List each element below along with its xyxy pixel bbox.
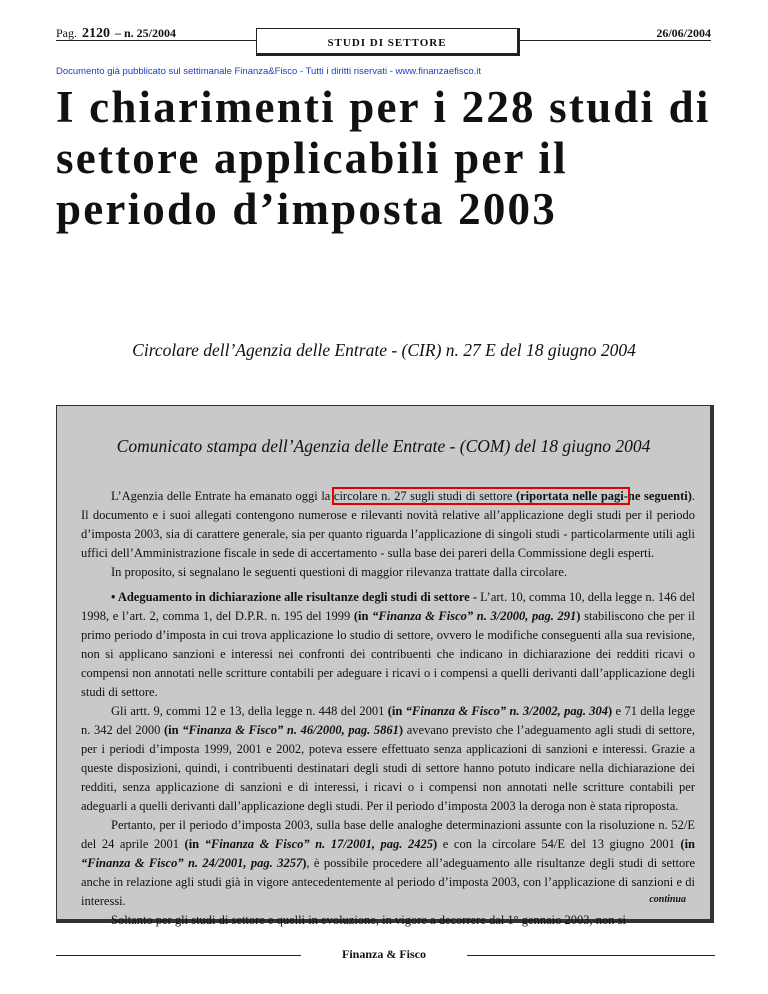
issue-date: 26/06/2004 <box>656 26 711 40</box>
footer-rule-left <box>56 955 301 956</box>
section-label: STUDI DI SETTORE <box>256 28 520 56</box>
paragraph-5: Pertanto, per il periodo d’imposta 2003, sulla base delle analoghe determinazioni assunte con la risoluzione n. 52/E del 24 aprile 2001 (in “Finanza & Fisco” n. 17/2001, pag. 2425) e con la circolare 54/E del 13 giugno 2001 (in “Finanza & Fisco” n. 24/2001, pag. 3257), è possibile procedere all’adeguamento alle risultanze degli studi di settore anche in relazione agli studi già in vigore antecedentemente al periodo d’imposta 2003, con l’applicazione di sanzioni e di interessi. <box>81 818 695 908</box>
copyright-notice: Documento già pubblicato sul settimanale Finanza&Fisco - Tutti i diritti riservati - www.finanzaefisco.it <box>56 66 482 77</box>
issue-number: – n. 25/2004 <box>115 26 177 40</box>
paragraph-3: • Adeguamento in dichiarazione alle risultanze degli studi di settore - L’art. 10, comma 10, della legge n. 146 del 1998, e l’art. 2, comma 1, del D.P.R. n. 195 del 1999 (in “Finanza & Fisco” n. 3/2000, pag. 291) stabiliscono che per il primo periodo d’imposta in cui trova applicazione lo studio di settore, ovvero le modifiche conseguenti alla sua revisione, non si applicano sanzioni e interessi nei confronti dei contribuenti che indicano in dichiarazione dei redditi ricavi o compensi non annotati nelle scritture contabili per adeguare i ricavi o i compensi a quelli derivanti dall’applicazione degli studi di settore. <box>81 590 695 699</box>
press-release-body <box>81 487 695 930</box>
paragraph-1: L’Agenzia delle Entrate ha emanato oggi la circolare n. 27 sugli studi di settore (riportata nelle pagi-ne seguenti). Il documento e i suoi allegati contengono numerose e rilevanti novità relative all’applicazione degli studi per il periodo d’imposta 2003, sia di carattere generale, sia per quanto riguarda l’applicazione di singoli studi - particolarmente utili agli uffici dell’Amministrazione fiscale in sede di accertamento - sulla base dei pareri della Commissione degli esperti. <box>81 489 695 560</box>
highlighted-reference: circolare n. 27 sugli studi di settore (riportata nelle pagi- <box>333 489 628 503</box>
paragraph-2: In proposito, si segnalano le seguenti questioni di maggior rilevanza trattate dalla circolare. <box>111 565 568 579</box>
footer-rule-right <box>467 955 715 956</box>
article-subtitle: Circolare dell’Agenzia delle Entrate - (CIR) n. 27 E del 18 giugno 2004 <box>132 340 636 360</box>
press-release-title: Comunicato stampa dell’Agenzia delle Entrate - (COM) del 18 giugno 2004 <box>116 436 651 456</box>
pag-label: Pag. <box>56 26 77 40</box>
paragraph-6: Soltanto per gli studi di settore e quelli in evoluzione, in vigore a decorrere dal 1° gennaio 2003, non si <box>111 913 626 927</box>
press-release-box <box>56 405 714 927</box>
footer-publication: Finanza & Fisco <box>342 947 426 961</box>
continua-label: continua <box>649 894 686 905</box>
page-number: 2120 <box>82 26 110 41</box>
article-title: I chiarimenti per i 228 studi di settore applicabili per il periodo d’imposta 2003 <box>56 82 711 234</box>
paragraph-4: Gli artt. 9, commi 12 e 13, della legge n. 448 del 2001 (in “Finanza & Fisco” n. 3/2002, pag. 304) e 71 della legge n. 342 del 2000 (in “Finanza & Fisco” n. 46/2000, pag. 5861) avevano previsto che l’adeguamento agli studi di settore, per i periodi d’imposta 1999, 2001 e 2002, poteva essere effettuato senza applicazioni di sanzioni e interessi. Grazie a queste disposizioni, quindi, i contribuenti destinatari degli studi di settore hanno potuto indicare nella dichiarazione dei redditi, senza applicazione di sanzioni e di interessi, i ricavi o i compensi non annotati nelle scritture contabili per adeguarli a quelli derivanti dall’applicazione degli studi. Per il periodo d’imposta 2003 la deroga non è stata riproposta. <box>81 704 696 813</box>
